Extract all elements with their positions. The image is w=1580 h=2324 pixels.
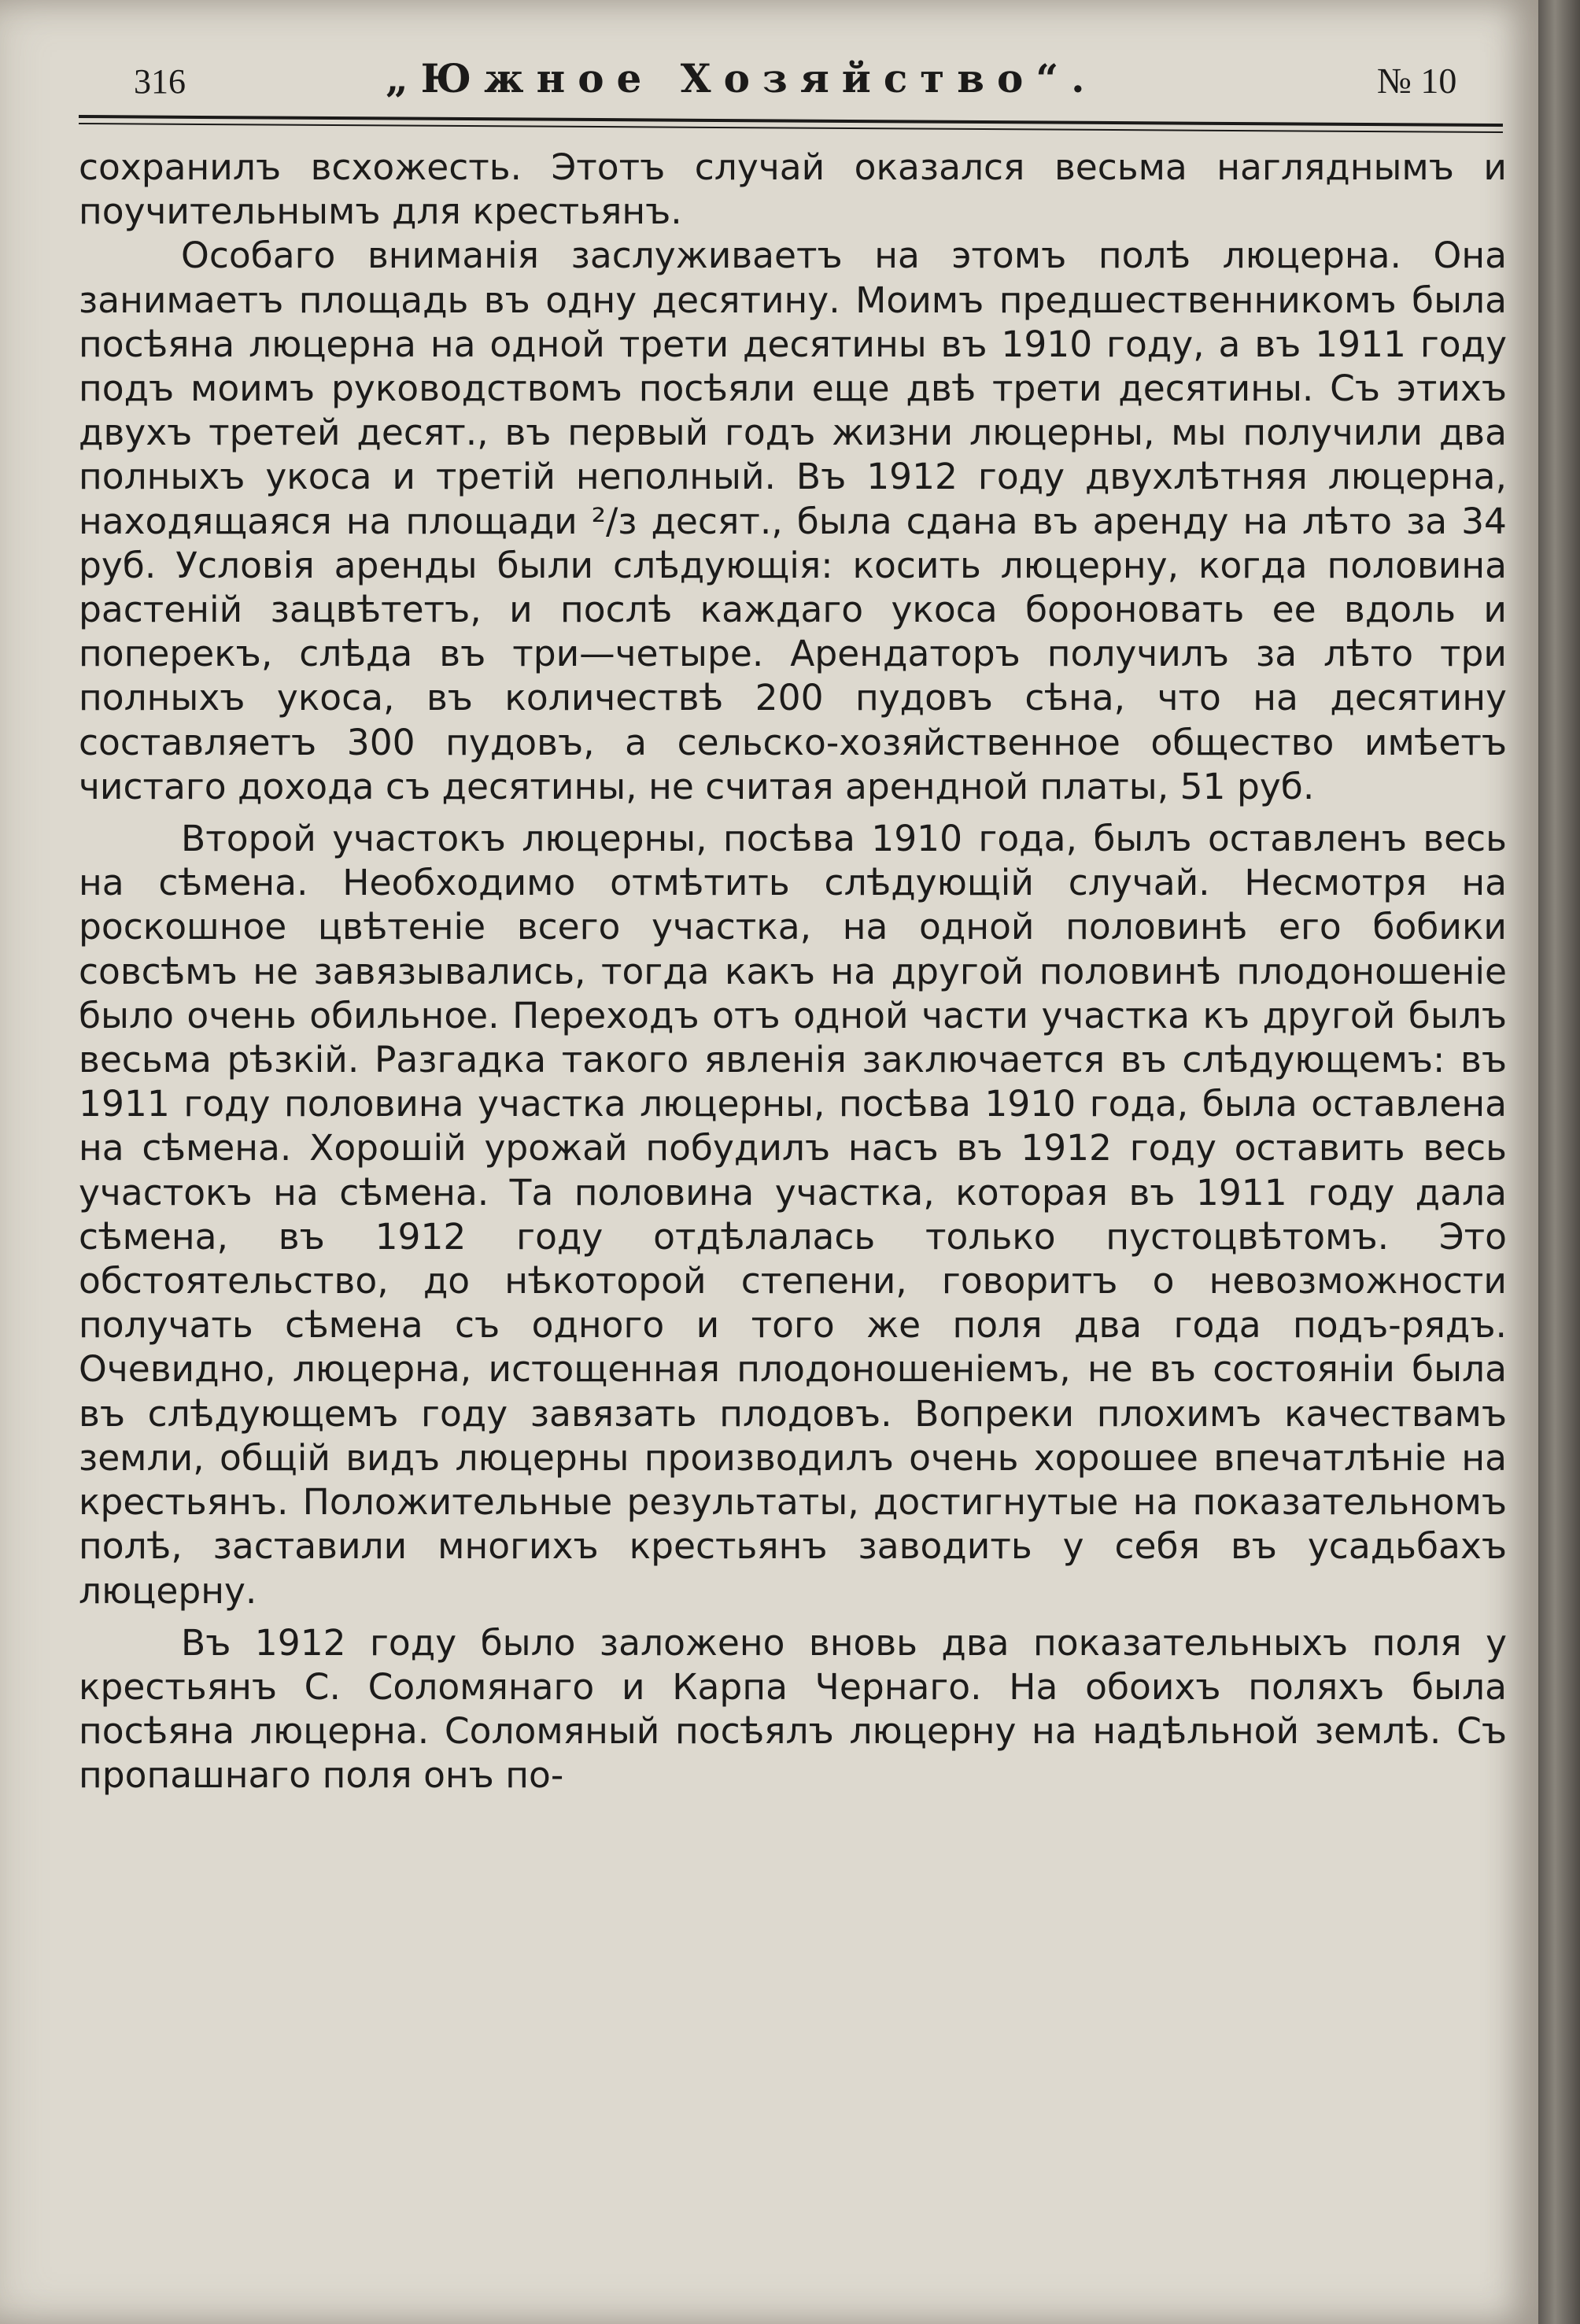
article-body bbox=[79, 146, 1507, 1798]
issue-number: № 10 bbox=[1377, 61, 1457, 101]
paragraph-4: Въ 1912 году было заложено вновь два показательныхъ поля у крестьянъ С. Соломянаго и Карпа Чернаго. На обоихъ поляхъ была посѣяна люцерна. Соломяный посѣялъ люцерну на надѣльной землѣ. Съ пропашнаго поля онъ по- bbox=[79, 1621, 1507, 1797]
journal-title: „Южное Хозяйство“. bbox=[386, 55, 1098, 102]
paragraph-2: Особаго вниманія заслуживаетъ на этомъ полѣ люцерна. Она занимаетъ площадь въ одну десятину. Моимъ предшественникомъ была посѣяна люцерна на одной трети десятины въ 1910 году, а въ 1911 году подъ моимъ руководствомъ посѣяли еще двѣ трети десятины. Съ этихъ двухъ третей десят., въ первый годъ жизни люцерны, мы получили два полныхъ укоса и третій неполный. Въ 1912 году двухлѣтняя люцерна, находящаяся на площади ²/з десят., была сдана въ аренду на лѣто за 34 руб. Условія аренды были слѣдующія: косить люцерну, когда половина растеній зацвѣтетъ, и послѣ каждаго укоса бороновать ее вдоль и поперекъ, слѣда въ три—четыре. Арендаторъ получилъ за лѣто три полныхъ укоса, въ количествѣ 200 пудовъ сѣна, что на десятину составляетъ 300 пудовъ, а сельско-хозяйственное общество имѣетъ чистаго дохода съ десятины, не считая арендной платы, 51 руб. bbox=[79, 235, 1507, 807]
page-number: 316 bbox=[134, 62, 186, 101]
book-page-edge bbox=[1538, 0, 1580, 2324]
paragraph-3: Второй участокъ люцерны, посѣва 1910 года, былъ оставленъ весь на сѣмена. Необходимо отмѣтить слѣдующій случай. Несмотря на роскошное цвѣтеніе всего участка, на одной половинѣ его бобики совсѣмъ не завязывались, тогда какъ на другой половинѣ плодоношеніе было очень обильное. Переходъ отъ одной части участка къ другой былъ весьма рѣзкій. Разгадка такого явленія заключается въ слѣдующемъ: въ 1911 году половина участка люцерны, посѣва 1910 года, была оставлена на сѣмена. Хорошій урожай побудилъ насъ въ 1912 году оставить весь участокъ на сѣмена. Та половина участка, которая въ 1911 году дала сѣмена, въ 1912 году отдѣлалась только пустоцвѣтомъ. Это обстоятельство, до нѣкоторой степени, говоритъ о невозможности получать сѣмена съ одного и того же поля два года подъ-рядъ. Очевидно, люцерна, истощенная плодоношеніемъ, не въ состояніи была въ слѣдующемъ году завязать плодовъ. Вопреки плохимъ качествамъ земли, общій видъ люцерны производилъ очень хорошее впечатлѣніе на крестьянъ. Положительные результаты, достигнутые на показательномъ полѣ, заставили многихъ крестьянъ заводить у себя въ усадьбахъ люцерну. bbox=[79, 818, 1507, 1612]
running-header bbox=[87, 55, 1503, 118]
paragraph-1: сохранилъ всхожесть. Этотъ случай оказался весьма нагляднымъ и поучительнымъ для крестьянъ. bbox=[79, 146, 1507, 233]
